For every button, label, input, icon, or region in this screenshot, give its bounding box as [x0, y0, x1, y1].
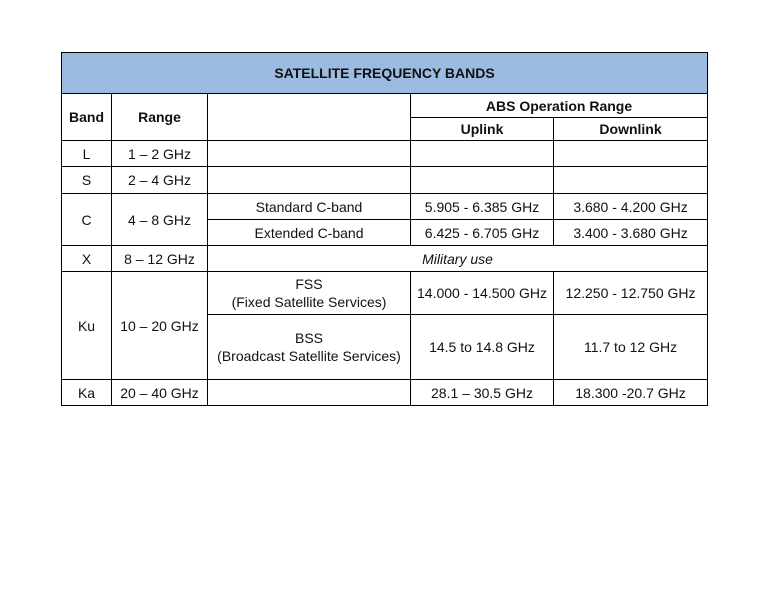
- downlink-cell: 11.7 to 12 GHz: [554, 315, 708, 380]
- band-cell: L: [62, 141, 112, 167]
- service-abbreviation: BSS: [294, 330, 323, 346]
- range-cell: 4 – 8 GHz: [112, 194, 208, 246]
- service-full-name: (Fixed Satellite Services): [231, 294, 387, 310]
- service-abbreviation: FSS: [295, 276, 323, 292]
- band-cell: X: [62, 246, 112, 272]
- header-row: [62, 94, 708, 118]
- abs-operation-range-header: ABS Operation Range: [411, 94, 708, 118]
- uplink-cell: 28.1 – 30.5 GHz: [411, 380, 554, 406]
- service-cell: [208, 380, 411, 406]
- band-cell: C: [62, 194, 112, 246]
- downlink-header: Downlink: [554, 118, 708, 141]
- table-row: [62, 167, 708, 194]
- service-cell: Extended C-band: [208, 220, 411, 246]
- range-header: Range: [112, 94, 208, 141]
- satellite-frequency-bands-table: [61, 52, 708, 406]
- downlink-cell: [554, 167, 708, 194]
- table-title: SATELLITE FREQUENCY BANDS: [62, 53, 708, 94]
- downlink-cell: 18.300 -20.7 GHz: [554, 380, 708, 406]
- uplink-cell: 14.5 to 14.8 GHz: [411, 315, 554, 380]
- service-cell: [208, 315, 411, 380]
- uplink-cell: [411, 141, 554, 167]
- service-cell: [208, 272, 411, 315]
- downlink-cell: 12.250 - 12.750 GHz: [554, 272, 708, 315]
- range-cell: 10 – 20 GHz: [112, 272, 208, 380]
- table-row: [62, 272, 708, 315]
- uplink-cell: 14.000 - 14.500 GHz: [411, 272, 554, 315]
- downlink-cell: 3.400 - 3.680 GHz: [554, 220, 708, 246]
- service-cell: Standard C-band: [208, 194, 411, 220]
- table-row: [62, 194, 708, 220]
- uplink-cell: 5.905 - 6.385 GHz: [411, 194, 554, 220]
- service-header-empty: [208, 94, 411, 141]
- uplink-cell: [411, 167, 554, 194]
- range-cell: 1 – 2 GHz: [112, 141, 208, 167]
- range-cell: 8 – 12 GHz: [112, 246, 208, 272]
- table-row: [62, 246, 708, 272]
- range-cell: 20 – 40 GHz: [112, 380, 208, 406]
- service-cell: [208, 141, 411, 167]
- range-cell: 2 – 4 GHz: [112, 167, 208, 194]
- uplink-header: Uplink: [411, 118, 554, 141]
- military-use-note: Military use: [208, 246, 708, 272]
- downlink-cell: 3.680 - 4.200 GHz: [554, 194, 708, 220]
- table-title-row: [62, 53, 708, 94]
- table-row: [62, 141, 708, 167]
- service-cell: [208, 167, 411, 194]
- band-cell: S: [62, 167, 112, 194]
- band-header: Band: [62, 94, 112, 141]
- table-row: [62, 380, 708, 406]
- band-cell: Ka: [62, 380, 112, 406]
- service-full-name: (Broadcast Satellite Services): [217, 348, 401, 364]
- downlink-cell: [554, 141, 708, 167]
- band-cell: Ku: [62, 272, 112, 380]
- uplink-cell: 6.425 - 6.705 GHz: [411, 220, 554, 246]
